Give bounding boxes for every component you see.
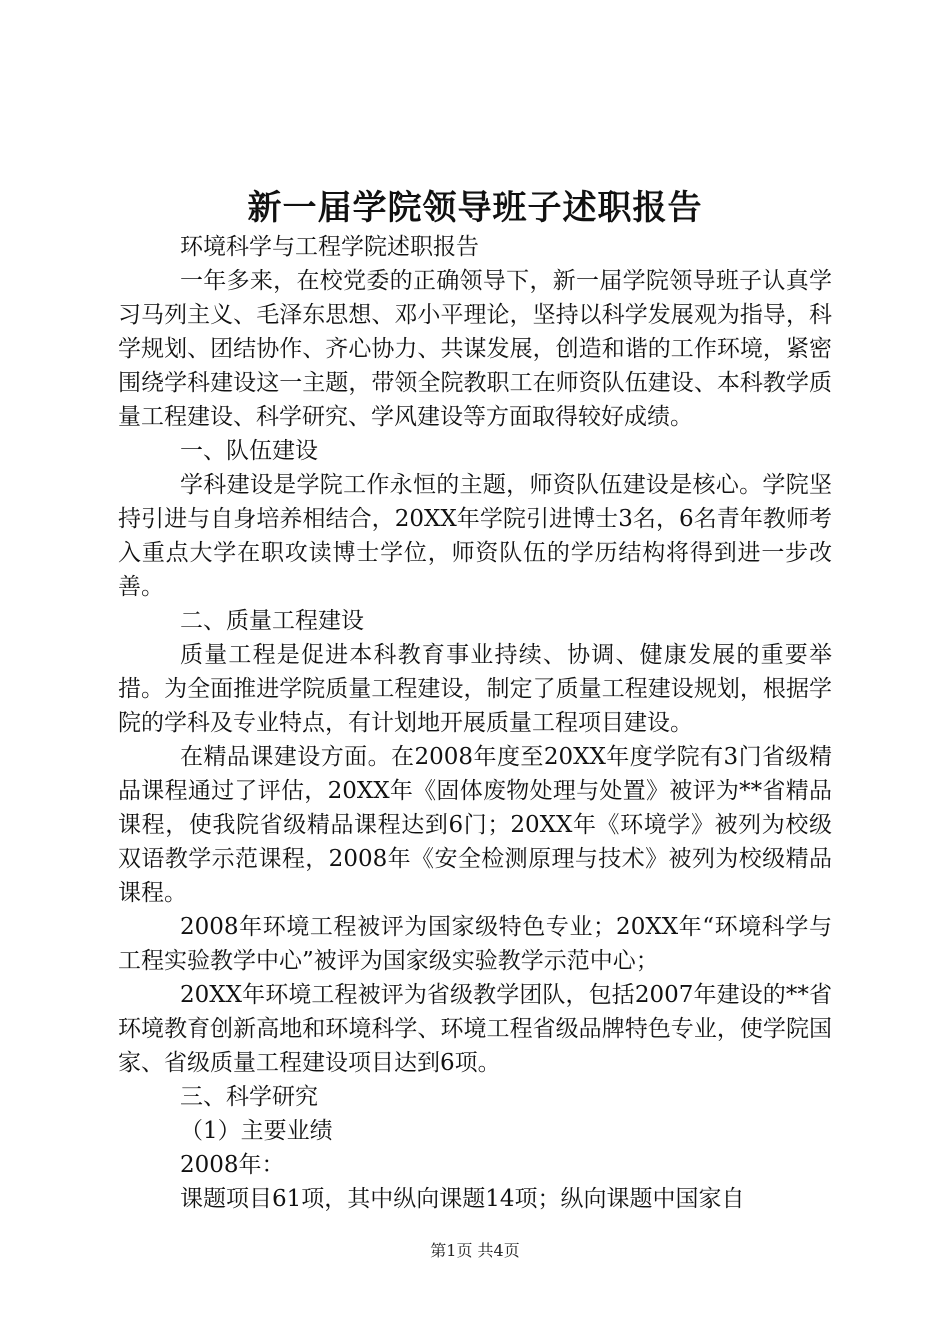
document-title: 新一届学院领导班子述职报告 <box>247 188 703 228</box>
course-paragraph: 在精品课建设方面。在2008年度至20XX年度学院有3门省级精品课程通过了评估，20XX年《固体废物处理与处置》被评为**省精品课程，使我院省级精品课程达到6门；20XX年《环境学》被列为校级双语教学示范课程，2008年《安全检测原理与技术》被列为校级精品课程。 <box>118 744 832 906</box>
teaching-team-paragraph: 20XX年环境工程被评为省级教学团队，包括2007年建设的**省环境教育创新高地和环境科学、环境工程省级品牌特色专业，使学院国家、省级质量工程建设项目达到6项。 <box>118 982 832 1076</box>
team-paragraph: 学科建设是学院工作永恒的主题，师资队伍建设是核心。学院坚持引进与自身培养相结合，20XX年学院引进博士3名，6名青年教师考入重点大学在职攻读博士学位，师资队伍的学历结构将得到进一步改善。 <box>118 472 832 600</box>
section-heading-team: 一、队伍建设 <box>180 438 318 464</box>
section-heading-quality: 二、质量工程建设 <box>180 608 364 634</box>
subheading-achievements: （1）主要业绩 <box>180 1118 333 1144</box>
year-label: 2008年： <box>180 1152 285 1178</box>
document-body <box>118 230 832 1216</box>
section-heading-research: 三、科学研究 <box>180 1084 318 1110</box>
intro-paragraph: 一年多来，在校党委的正确领导下，新一届学院领导班子认真学习马列主义、毛泽东思想、邓小平理论，坚持以科学发展观为指导，科学规划、团结协作、齐心协力、共谋发展，创造和谐的工作环境，紧密围绕学科建设这一主题，带领全院教职工在师资队伍建设、本科教学质量工程建设、科学研究、学风建设等方面取得较好成绩。 <box>118 268 832 430</box>
page-footer: 第1页 共4页 <box>430 1241 520 1260</box>
quality-paragraph: 质量工程是促进本科教育事业持续、协调、健康发展的重要举措。为全面推进学院质量工程建设，制定了质量工程建设规划，根据学院的学科及专业特点，有计划地开展质量工程项目建设。 <box>118 642 832 736</box>
projects-paragraph: 课题项目61项，其中纵向课题14项；纵向课题中国家自 <box>180 1186 745 1212</box>
subtitle-paragraph: 环境科学与工程学院述职报告 <box>180 234 479 260</box>
specialty-paragraph: 2008年环境工程被评为国家级特色专业；20XX年“环境科学与工程实验教学中心”被评为国家级实验教学示范中心； <box>118 914 832 974</box>
